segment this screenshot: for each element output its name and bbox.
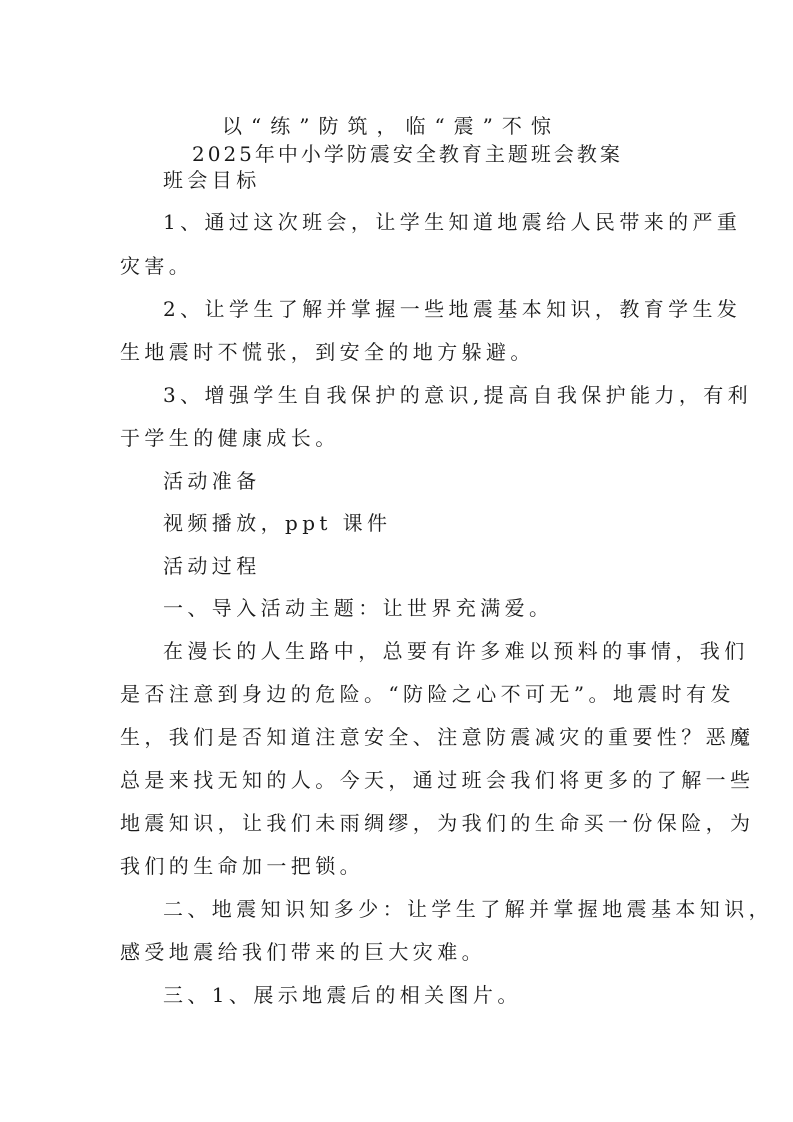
paragraph-line: 灾害。 [120, 254, 194, 278]
paragraph-line: 班会目标 [163, 168, 261, 192]
paragraph-line: 是否注意到身边的危险。“防险之心不可无”。地震时有发 [120, 682, 735, 706]
paragraph-line: 视频播放，ppt 课件 [163, 511, 392, 535]
paragraph-line: 地震知识，让我们未雨绸缪，为我们的生命买一份保险，为 [120, 811, 755, 835]
paragraph-line: 2、让学生了解并掌握一些地震基本知识，教育学生发 [163, 297, 742, 321]
paragraph-line: 二、地震知识知多少：让学生了解并掌握地震基本知识， [163, 897, 773, 921]
paragraph-line: 三、1、展示地震后的相关图片。 [163, 983, 522, 1007]
paragraph-line: 在漫长的人生路中，总要有许多难以预料的事情，我们 [163, 639, 749, 663]
paragraph-line: 活动过程 [163, 554, 261, 578]
paragraph-line: 生地震时不慌张，到安全的地方躲避。 [120, 340, 535, 364]
paragraph-line: 我们的生命加一把锁。 [120, 854, 364, 878]
paragraph-line: 活动准备 [163, 469, 261, 493]
paragraph-line: 于学生的健康成长。 [120, 426, 340, 450]
document-subtitle: 2025年中小学防震安全教育主题班会教案 [192, 142, 623, 166]
paragraph-line: 生，我们是否知道注意安全、注意防震减灾的重要性？恶魔 [120, 725, 755, 749]
document-title: 以“练”防筑，临“震”不惊 [222, 114, 560, 138]
paragraph-line: 总是来找无知的人。今天，通过班会我们将更多的了解一些 [120, 768, 755, 792]
paragraph-line: 3、增强学生自我保护的意识,提高自我保护能力，有利 [163, 383, 753, 407]
paragraph-line: 一、导入活动主题：让世界充满爱。 [163, 596, 554, 620]
paragraph-line: 感受地震给我们带来的巨大灾难。 [120, 940, 486, 964]
paragraph-line: 1、通过这次班会，让学生知道地震给人民带来的严重 [163, 210, 742, 234]
